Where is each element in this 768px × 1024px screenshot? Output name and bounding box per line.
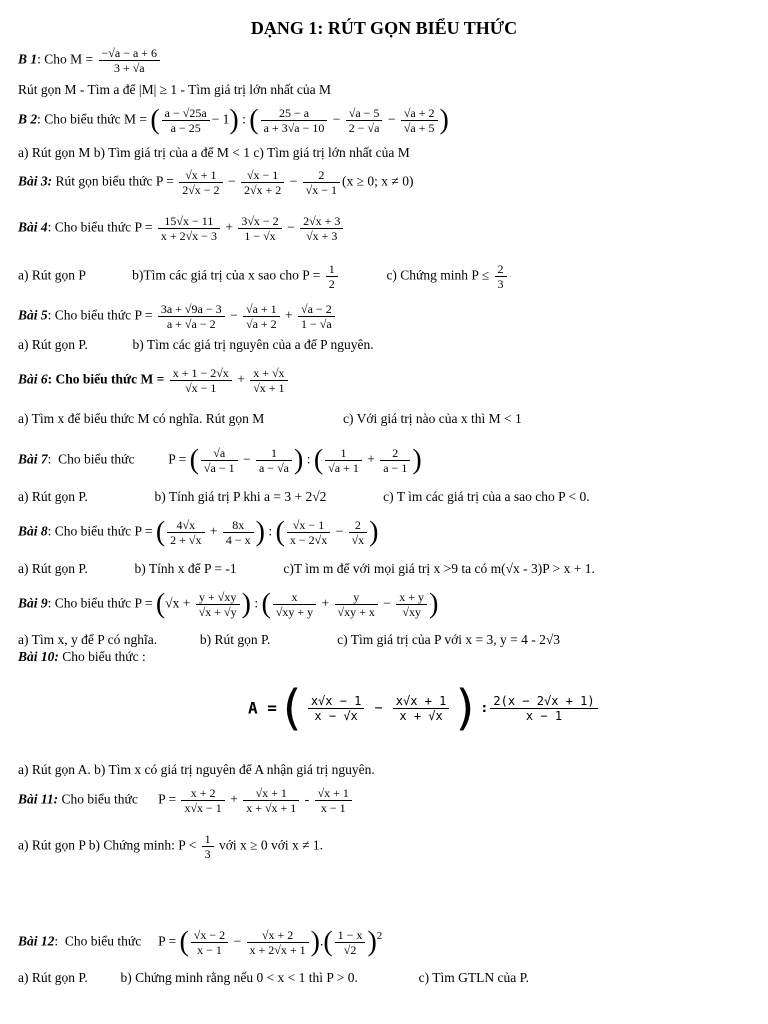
page-title: DẠNG 1: RÚT GỌN BIỂU THỨC [250, 18, 518, 38]
bai9-f2d: √xy + y [275, 605, 314, 619]
bai12-frac2 [247, 928, 309, 957]
bai11-frac3 [315, 786, 352, 815]
bai8-f2n: 8x [223, 518, 254, 533]
bai6-frac1 [170, 366, 232, 395]
b1-task: Rút gọn M - Tìm a để |M| ≥ 1 - Tìm giá trị lớn nhất của M [18, 82, 332, 97]
bai5-label: Bài 5 [18, 307, 48, 323]
bai5-f2n: √a + 1 [243, 302, 280, 317]
bai11-ta-frac [202, 832, 214, 861]
bai10-label: Bài 10: [18, 649, 59, 664]
bai6-f2n: x + √x [250, 366, 287, 381]
bai5-f3d: 1 − √a [301, 317, 332, 331]
bai9-f1d: √x + √y [198, 605, 237, 619]
bai12-exp: 2 [376, 930, 383, 942]
b2-frac1 [162, 106, 210, 135]
bai8-f1n: 4√x [167, 518, 204, 533]
bai4-statement: Bài 4: Cho biểu thức P = $\frac{15√x - 11}{x + 2√x - 3}$ + $\frac{3√x - 2}{1 - √x}$ − $\frac{2√x + 3}{√x + 3}$ [18, 214, 345, 243]
bai11-tad: 3 [204, 847, 211, 861]
bai4-label: Bài 4 [18, 219, 48, 235]
bai11-tasks [18, 832, 323, 861]
b1-den: 3 + √a [113, 61, 145, 75]
bai8-f3n: √x − 1 [287, 518, 330, 533]
bai9-frac4 [396, 590, 427, 619]
bai10-intro: Cho biểu thức : [58, 649, 146, 664]
b2-tail1: − 1 [211, 111, 230, 127]
b1-label: B 1 [18, 51, 38, 67]
bai7-f4d: a − 1 [383, 461, 408, 475]
bai3-f2d: 2√x + 2 [243, 183, 282, 197]
b2-intro: : Cho biểu thức M = [37, 111, 151, 127]
bai7-label: Bài 7 [18, 451, 48, 467]
bai10-op: : [480, 700, 489, 716]
bai3-f1d: 2√x − 2 [182, 183, 220, 197]
bai9-f4d: √xy [402, 605, 421, 619]
bai3-frac1 [179, 168, 222, 197]
bai4-f1d: x + 2√x − 3 [160, 229, 217, 243]
bai7-task-b: b) Tính giá trị P khi a = 3 + 2√2 [154, 489, 327, 504]
bai8-f1d: 2 + √x [170, 533, 202, 547]
bai3-statement: Bài 3: Rút gọn biểu thức P = $\frac{√x + 1}{2√x - 2}$ − $\frac{√x - 1}{2√x + 2}$ − $\frac{2}{√x - 1}$ (x ≥ 0; x ≠ 0) [18, 168, 414, 197]
b2-f2n: 25 − a [261, 106, 328, 121]
bai4-f2d: 1 − √x [244, 229, 276, 243]
bai11-task-a: a) Rút gọn P b) Chứng minh: P < [18, 837, 200, 853]
bai7-f3n: 1 [325, 446, 362, 461]
bai11-tan: 1 [202, 832, 214, 847]
bai5-f1d: a + √a − 2 [166, 317, 216, 331]
bai3-cond: (x ≥ 0; x ≠ 0) [342, 173, 414, 189]
bai12-f3d: √2 [343, 943, 357, 957]
bai6-f2d: √x + 1 [253, 381, 285, 395]
bai10-f1d: x − √x [314, 708, 358, 723]
bai10-f2d: x + √x [399, 708, 443, 723]
b2-frac4 [401, 106, 438, 135]
bai9-frac1 [196, 590, 240, 619]
bai4-task-b: b)Tìm các giá trị của x sao cho P = [132, 267, 324, 283]
bai10-frac2 [393, 694, 450, 723]
bai4-task-a: a) Rút gọn P [18, 267, 86, 283]
bai10-f3d: x − 1 [525, 708, 563, 723]
bai4-f3d: √x + 3 [306, 229, 338, 243]
b2-f1d: a − 25 [170, 121, 201, 135]
bai9-f3d: √xy + x [337, 605, 375, 619]
bai4-intro: : Cho biểu thức P = [47, 219, 156, 235]
bai3-f1n: √x + 1 [179, 168, 222, 183]
bai7-task-c: c) T ìm các giá trị của a sao cho P < 0. [383, 489, 590, 504]
bai4-frac1 [158, 214, 220, 243]
bai8-frac1 [167, 518, 204, 547]
bai12-f1d: x − 1 [197, 943, 222, 957]
b1-statement [18, 46, 162, 75]
bai8-frac2 [223, 518, 254, 547]
bai8-f2d: 4 − x [225, 533, 251, 547]
bai9-f3n: y [335, 590, 378, 605]
bai9-frac3 [335, 590, 378, 619]
bai11-f2d: x + √x + 1 [246, 801, 297, 815]
bai9-task-c: c) Tìm giá trị của P với x = 3, y = 4 - 2√3 [337, 632, 560, 647]
bai11-f3n: √x + 1 [315, 786, 352, 801]
bai3-f3n: 2 [303, 168, 340, 183]
bai11-statement: Bài 11: Cho biểu thức P = $\frac{x + 2}{x√x - 1}$ + $\frac{√x + 1}{x + √x + 1}$ - $\frac{√x + 1}{x - 1}$ [18, 786, 354, 815]
bai12-label: Bài 12 [18, 933, 55, 949]
bai12-frac1 [191, 928, 228, 957]
b1-num: −√a − a + 6 [99, 46, 161, 61]
bai7-intro: : Cho biểu thức P = [47, 451, 190, 467]
bai6-f1d: √x − 1 [185, 381, 217, 395]
bai5-statement: Bài 5: Cho biểu thức P = $\frac{3a + √9a - 3}{a + √a - 2}$ − $\frac{√a + 1}{√a + 2}$ + $\frac{√a - 2}{1 - √a}$ [18, 302, 337, 331]
bai7-frac1 [201, 446, 238, 475]
bai5-f1n: 3a + √9a − 3 [158, 302, 225, 317]
bai7-f2d: a − √a [258, 461, 289, 475]
bai9-task-b: b) Rút gọn P. [199, 632, 271, 647]
bai8-f4n: 2 [349, 518, 368, 533]
bai7-f1n: √a [201, 446, 238, 461]
bai8-f4d: √x [351, 533, 365, 547]
bai4-frac2 [238, 214, 281, 243]
bai7-frac3 [325, 446, 362, 475]
bai10-frac3 [490, 694, 597, 723]
bai5-intro: : Cho biểu thức P = [47, 307, 156, 323]
bai3-f3d: √x − 1 [305, 183, 338, 197]
bai4-tbd: 2 [328, 277, 335, 291]
b2-f3n: √a − 5 [346, 106, 383, 121]
bai7-f1d: √a − 1 [203, 461, 235, 475]
bai10-task: a) Rút gọn A. b) Tìm x có giá trị nguyên để A nhận giá trị nguyên. [18, 762, 375, 777]
bai3-frac3 [303, 168, 340, 197]
bai12-task-a: a) Rút gọn P. [18, 970, 88, 985]
bai12-task-b: b) Chứng minh rằng nếu 0 < x < 1 thì P > 0. [120, 970, 358, 985]
bai4-f2n: 3√x − 2 [238, 214, 281, 229]
bai8-task-c: c)T ìm m để với mọi giá trị x >9 ta có m(√x - 3)P > x + 1. [283, 561, 595, 576]
b2-frac3 [346, 106, 383, 135]
bai12-f1n: √x − 2 [191, 928, 228, 943]
bai4-f1n: 15√x − 11 [158, 214, 220, 229]
bai10-frac1 [308, 694, 365, 723]
b2-label: B 2 [18, 111, 38, 127]
b2-statement: B 2: Cho biểu thức M = ( $\frac{a - √25a}{a - 25}$ − 1) : ( $\frac{25 - a}{a + 3√a - 10}$ − $\frac{√a - 5}{2 - √a}$ − $\frac{√a + 2}{√a + 5}$ ) [18, 104, 449, 136]
bai11-f2n: √x + 1 [243, 786, 299, 801]
bai4-tb-frac [326, 262, 338, 291]
bai11-frac1 [181, 786, 224, 815]
bai4-tasks [18, 262, 509, 291]
bai7-frac2 [256, 446, 292, 475]
bai5-frac2 [243, 302, 280, 331]
bai6-statement: Bài 6: Cho biểu thức M = $\frac{x + 1 - 2√x}{√x - 1}$ + $\frac{x + √x}{√x + 1}$ [18, 366, 290, 395]
bai5-f2d: √a + 2 [245, 317, 277, 331]
bai12-intro: : Cho biểu thức P = [54, 933, 180, 949]
bai11-intro: Cho biểu thức P = [58, 791, 180, 807]
bai6-label: Bài 6 [18, 371, 48, 387]
b2-f1n: a − √25a [162, 106, 210, 121]
bai6-frac2 [250, 366, 287, 395]
b2-f4d: √a + 5 [403, 121, 435, 135]
bai3-label: Bài 3: [18, 173, 53, 189]
bai8-tasks [18, 561, 595, 577]
bai8-task-b: b) Tính x để P = -1 [134, 561, 237, 576]
bai9-f1n: y + √xy [196, 590, 240, 605]
bai11-f3d: x − 1 [320, 801, 346, 815]
bai9-intro: : Cho biểu thức P = [47, 595, 156, 611]
bai3-f2n: √x − 1 [241, 168, 284, 183]
bai8-label: Bài 8 [18, 523, 48, 539]
bai10-statement [18, 649, 146, 665]
bai3-frac2 [241, 168, 284, 197]
b1-intro: : Cho M = [37, 51, 97, 67]
bai12-statement: Bài 12: Cho biểu thức P = ( $\frac{√x - 2}{x - 1}$ − $\frac{√x + 2}{x + 2√x + 1}$ ).( $\frac{1 - x}{√2}$ )$^2$ [18, 926, 383, 958]
bai9-statement: Bài 9: Cho biểu thức P = (√x + $\frac{y + √xy}{√x + √y}$ ) : ( $\frac{x}{√xy + y}$ + $\frac{y}{√xy + x}$ − $\frac{x + y}{√xy}$ ) [18, 588, 439, 620]
bai10-f3n: 2(x − 2√x + 1) [490, 694, 597, 709]
bai11-frac2 [243, 786, 299, 815]
bai4-tcn: 2 [495, 262, 507, 277]
bai11-tail: với x ≥ 0 với x ≠ 1. [215, 837, 324, 853]
bai10-f2n: x√x + 1 [393, 694, 450, 709]
bai9-tasks [18, 632, 560, 648]
bai10-f1n: x√x − 1 [308, 694, 365, 709]
bai10-A: A = [248, 698, 277, 718]
bai6-intro: : Cho biểu thức M = [47, 371, 168, 387]
bai12-f2n: √x + 2 [247, 928, 309, 943]
bai11-label: Bài 11: [18, 791, 59, 807]
bai4-tcd: 3 [497, 277, 504, 291]
bai8-statement: Bài 8: Cho biểu thức P = ( $\frac{4√x}{2 + √x}$ + $\frac{8x}{4 - x}$ ) : ( $\frac{√x - 1}{x - 2√x}$ − $\frac{2}{√x}$ ) [18, 516, 379, 548]
b2-task: a) Rút gọn M b) Tìm giá trị của a để M < 1 c) Tìm giá trị lớn nhất của M [18, 145, 410, 160]
b2-f3d: 2 − √a [348, 121, 380, 135]
bai5-frac1 [158, 302, 225, 331]
bai6-tasks [18, 411, 522, 427]
bai9-task-a: a) Tìm x, y để P có nghĩa. [18, 632, 158, 647]
bai7-f3d: √a + 1 [328, 461, 359, 475]
bai7-f4n: 2 [380, 446, 410, 461]
bai5-task-a: a) Rút gọn P. [18, 337, 88, 352]
bai4-f3n: 2√x + 3 [300, 214, 343, 229]
bai7-f2n: 1 [256, 446, 292, 461]
bai5-tasks [18, 337, 374, 353]
bai9-label: Bài 9 [18, 595, 48, 611]
bai7-tasks [18, 489, 590, 505]
bai8-intro: : Cho biểu thức P = [47, 523, 156, 539]
bai8-f3d: x − 2√x [289, 533, 328, 547]
bai5-task-b: b) Tìm các giá trị nguyên của a để P nguyên. [132, 337, 374, 352]
bai10-formula: A =( $\frac{x√x - 1}{x - √x}$ − $\frac{x√x + 1}{x + √x}$ ): $\frac{2(x - 2√x + 1)}{x - 1}$ [248, 680, 600, 736]
bai11-f1n: x + 2 [181, 786, 224, 801]
bai9-f2n: x [273, 590, 316, 605]
bai4-tc-frac [495, 262, 507, 291]
bai6-f1n: x + 1 − 2√x [170, 366, 232, 381]
b2-f2d: a + 3√a − 10 [263, 121, 325, 135]
bai11-f1d: x√x − 1 [184, 801, 222, 815]
bai4-frac3 [300, 214, 343, 243]
bai6-task-a: a) Tìm x để biểu thức M có nghĩa. Rút gọn M [18, 411, 265, 426]
bai9-f4n: x + y [396, 590, 427, 605]
bai5-f3n: √a − 2 [298, 302, 335, 317]
bai12-f3n: 1 − x [335, 928, 366, 943]
bai12-f2d: x + 2√x + 1 [249, 943, 306, 957]
bai8-task-a: a) Rút gọn P. [18, 561, 88, 576]
bai8-frac4 [349, 518, 368, 547]
bai12-frac3 [335, 928, 366, 957]
b2-f4n: √a + 2 [401, 106, 438, 121]
bai9-lead: √x + [165, 595, 194, 611]
b1-fraction [99, 46, 161, 75]
bai4-tbn: 1 [326, 262, 338, 277]
b2-frac2 [261, 106, 328, 135]
bai12-task-c: c) Tìm GTLN của P. [418, 970, 530, 985]
bai7-frac4 [380, 446, 410, 475]
bai5-frac3 [298, 302, 335, 331]
bai12-tasks [18, 970, 529, 986]
bai4-task-c: c) Chứng minh P ≤ [386, 267, 493, 283]
bai7-statement: Bài 7: Cho biểu thức P = ( $\frac{√a}{√a - 1}$ − $\frac{1}{a - √a}$ ) : ( $\frac{1}{√a + 1}$ + $\frac{2}{a - 1}$ ) [18, 444, 422, 476]
bai9-frac2 [273, 590, 316, 619]
bai3-intro: Rút gọn biểu thức P = [52, 173, 178, 189]
bai6-task-c: c) Với giá trị nào của x thì M < 1 [343, 411, 522, 426]
bai7-task-a: a) Rút gọn P. [18, 489, 88, 504]
bai8-frac3 [287, 518, 330, 547]
